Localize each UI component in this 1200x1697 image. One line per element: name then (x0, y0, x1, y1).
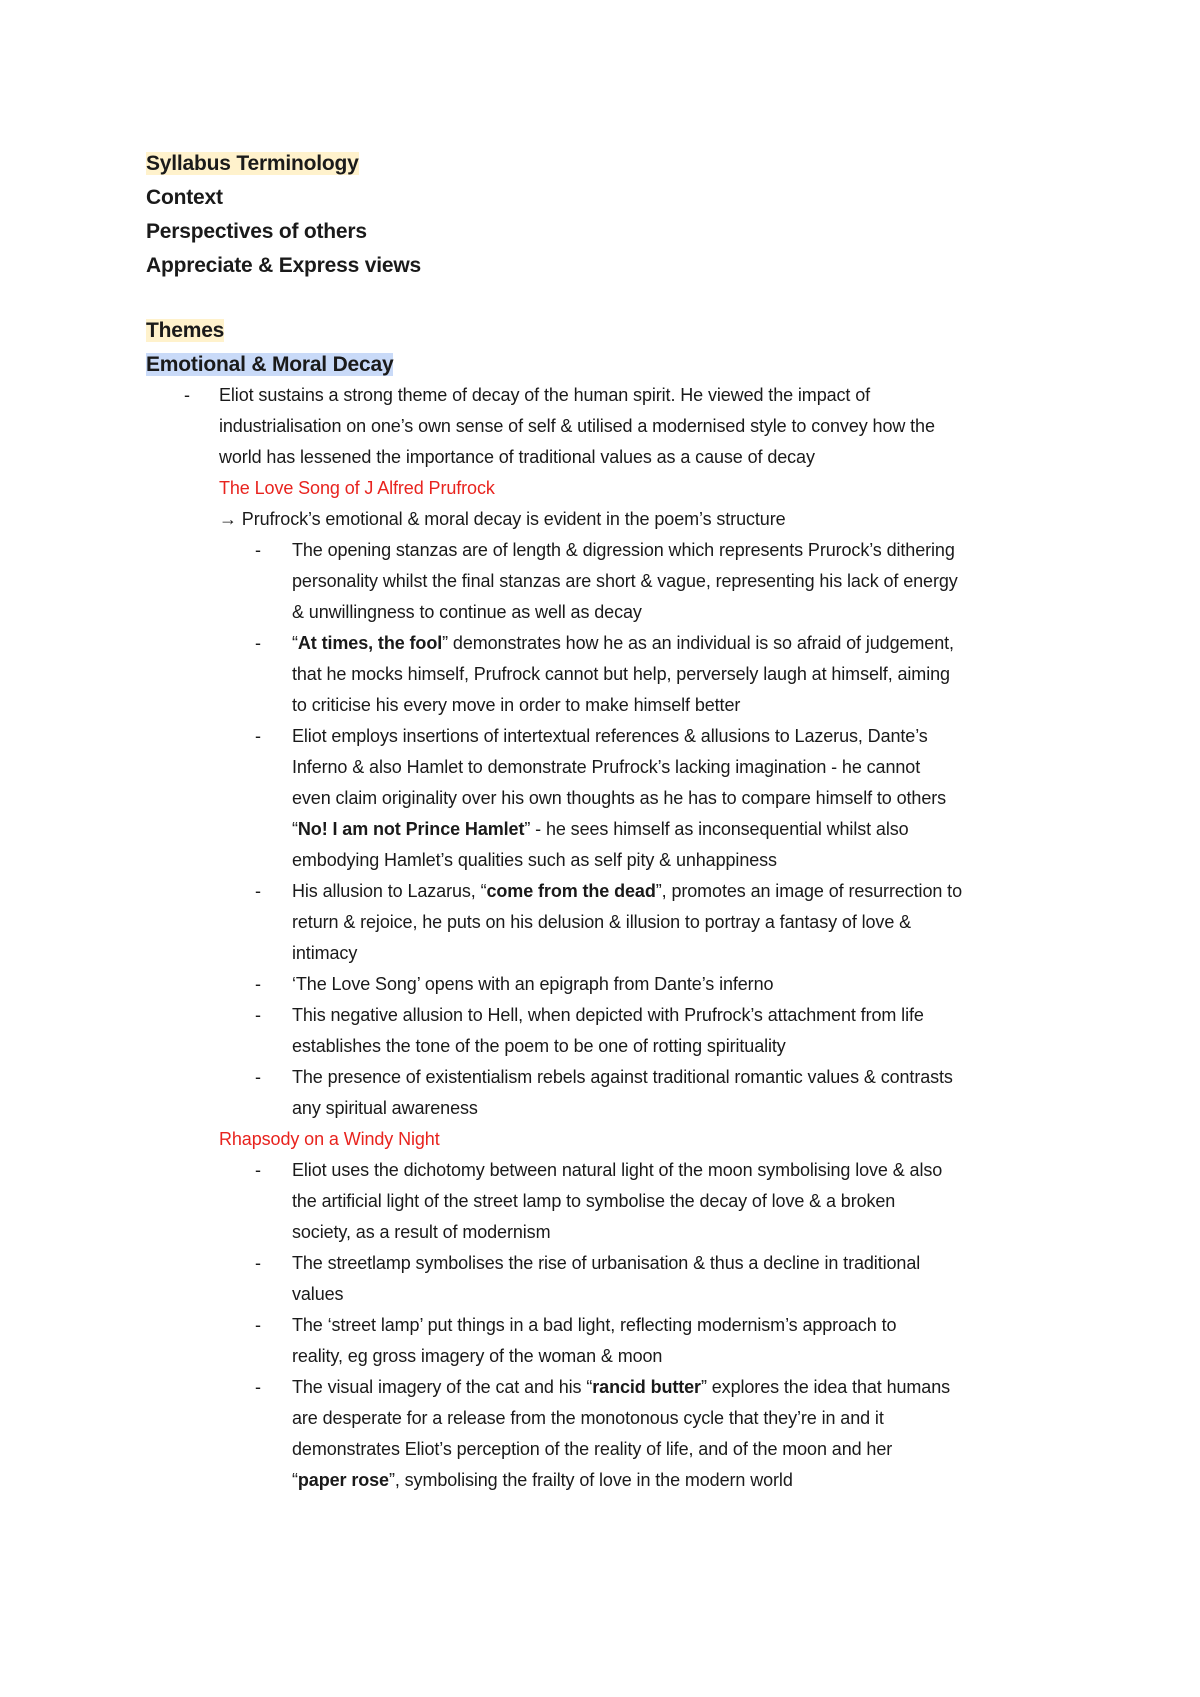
syllabus-item: Context (146, 186, 223, 209)
bullet-dash: - (255, 726, 261, 746)
bullet-dash: - (255, 1005, 261, 1025)
bullet-dash: - (255, 1315, 261, 1335)
bullet-line: that he mocks himself, Prufrock cannot but help, perversely laugh at himself, aiming (292, 664, 950, 684)
bullet-line (292, 876, 962, 907)
bullet-line: reality, eg gross imagery of the woman & moon (292, 1346, 663, 1366)
syllabus-title: Syllabus Terminology (146, 152, 359, 175)
bullet-text: ” demonstrates how he as an individual is so afraid of judgement, (442, 633, 954, 653)
bullet-line: any spiritual awareness (292, 1098, 478, 1118)
themes-heading-block (146, 314, 393, 382)
poem-title-rhapsody: Rhapsody on a Windy Night (219, 1129, 440, 1149)
bullet-dash: - (255, 540, 261, 560)
bullet-line: The ‘street lamp’ put things in a bad light, reflecting modernism’s approach to (292, 1315, 897, 1335)
themes-heading: Themes (146, 319, 225, 342)
quote-prince-hamlet: No! I am not Prince Hamlet (297, 819, 525, 839)
bullet-dash: - (255, 1377, 261, 1397)
intro-line: Eliot sustains a strong theme of decay of the human spirit. He viewed the impact of (219, 385, 871, 405)
bullet-dash: - (255, 1253, 261, 1273)
syllabus-terminology-block (146, 147, 421, 283)
bullet-line (292, 814, 909, 845)
structure-line: → Prufrock’s emotional & moral decay is evident in the poem’s structure (219, 509, 786, 529)
open-quote: “ (292, 819, 298, 839)
bullet-text: ” explores the idea that humans (700, 1377, 951, 1397)
bullet-line: personality whilst the final stanzas are short & vague, representing his lack of energy (292, 571, 958, 591)
bullet-dash: - (184, 385, 190, 405)
bullet-text: ” - he sees himself as inconsequential whilst also (524, 819, 909, 839)
theme-subheading: Emotional & Moral Decay (146, 353, 394, 376)
intro-line: world has lessened the importance of traditional values as a cause of decay (219, 447, 815, 467)
bullet-line: the artificial light of the street lamp to symbolise the decay of love & a broken (292, 1191, 896, 1211)
syllabus-item: Perspectives of others (146, 220, 367, 243)
bullet-line: & unwillingness to continue as well as decay (292, 602, 642, 622)
bullet-line: demonstrates Eliot’s perception of the reality of life, and of the moon and her (292, 1439, 893, 1459)
bullet-line: establishes the tone of the poem to be one of rotting spirituality (292, 1036, 786, 1056)
bullet-dash: - (255, 1160, 261, 1180)
bullet-dash: - (255, 881, 261, 901)
quote-rancid-butter: rancid butter (592, 1377, 701, 1397)
bullet-text: ”, symbolising the frailty of love in the modern world (388, 1470, 793, 1490)
bullet-line (292, 628, 954, 659)
bullet-line: return & rejoice, he puts on his delusion & illusion to portray a fantasy of love & (292, 912, 912, 932)
quote-paper-rose: paper rose (297, 1470, 389, 1490)
bullet-line: values (292, 1284, 344, 1304)
bullet-line (292, 1372, 950, 1403)
bullet-line: even claim originality over his own thoughts as he has to compare himself to others (292, 788, 947, 808)
bullet-text: His allusion to Lazarus, “ (292, 881, 487, 901)
bullet-line: are desperate for a release from the monotonous cycle that they’re in and it (292, 1408, 884, 1428)
bullet-text: ”, promotes an image of resurrection to (655, 881, 962, 901)
bullet-line: The presence of existentialism rebels against traditional romantic values & contrasts (292, 1067, 953, 1087)
bullet-line: Inferno & also Hamlet to demonstrate Prufrock’s lacking imagination - he cannot (292, 757, 921, 777)
open-quote: “ (292, 1470, 298, 1490)
bullet-line: The opening stanzas are of length & digression which represents Prurock’s dithering (292, 540, 955, 560)
quote-come-from-the-dead: come from the dead (486, 881, 656, 901)
bullet-line: intimacy (292, 943, 358, 963)
bullet-dash: - (255, 1067, 261, 1087)
bullet-line: Eliot uses the dichotomy between natural light of the moon symbolising love & also (292, 1160, 943, 1180)
bullet-line: embodying Hamlet’s qualities such as self pity & unhappiness (292, 850, 777, 870)
bullet-line: The streetlamp symbolises the rise of urbanisation & thus a decline in traditional (292, 1253, 921, 1273)
poem-title-prufrock: The Love Song of J Alfred Prufrock (219, 478, 495, 498)
bullet-line: to criticise his every move in order to make himself better (292, 695, 741, 715)
bullet-line: This negative allusion to Hell, when depicted with Prufrock’s attachment from life (292, 1005, 924, 1025)
bullet-line (292, 1465, 793, 1496)
open-quote: “ (292, 633, 298, 653)
bullet-text: The visual imagery of the cat and his “ (292, 1377, 593, 1397)
intro-line: industrialisation on one’s own sense of self & utilised a modernised style to convey how the (219, 416, 935, 436)
syllabus-item: Appreciate & Express views (146, 254, 421, 277)
bullet-dash: - (255, 633, 261, 653)
bullet-line: ‘The Love Song’ opens with an epigraph from Dante’s inferno (292, 974, 774, 994)
bullet-dash: - (255, 974, 261, 994)
quote-at-times-the-fool: At times, the fool (297, 633, 443, 653)
bullet-line: Eliot employs insertions of intertextual references & allusions to Lazerus, Dante’s (292, 726, 928, 746)
bullet-line: society, as a result of modernism (292, 1222, 551, 1242)
